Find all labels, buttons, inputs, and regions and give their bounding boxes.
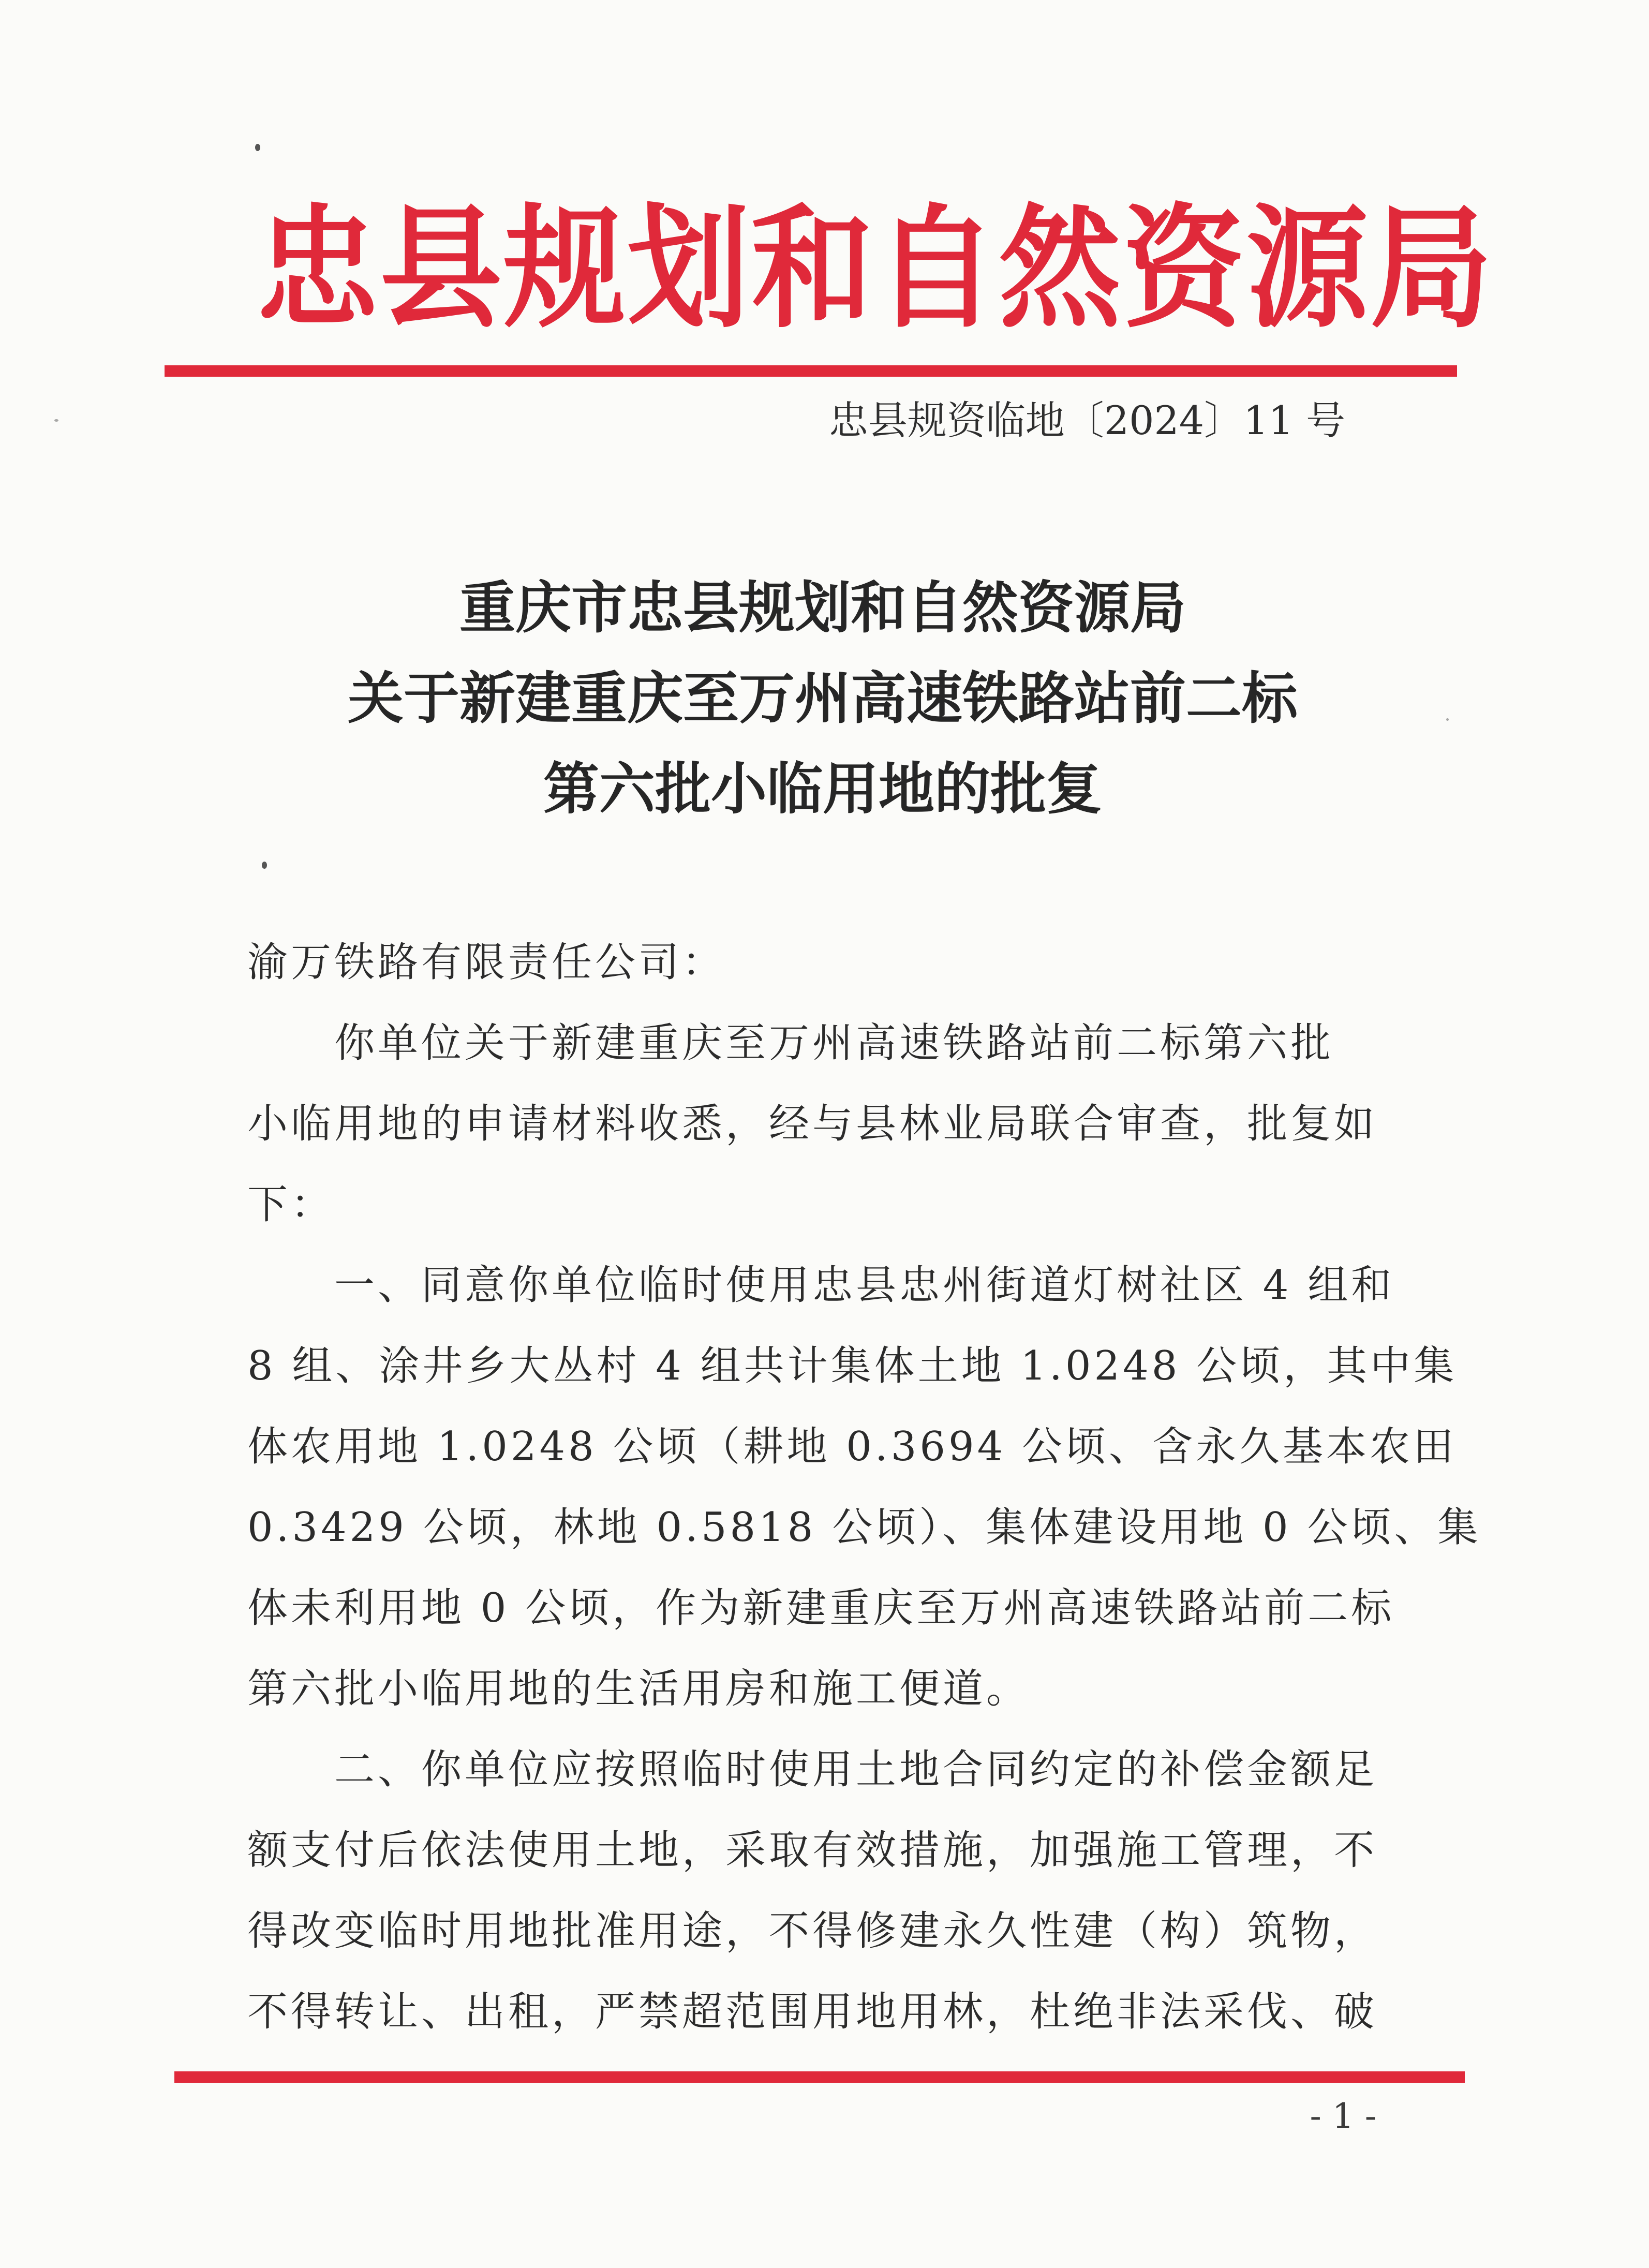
footer-red-rule xyxy=(174,2071,1465,2083)
document-title-line-1: 重庆市忠县规划和自然资源局 xyxy=(459,575,1186,641)
body-line: 体未利用地 0 公顷，作为新建重庆至万州高速铁路站前二标 xyxy=(247,1585,1395,1632)
document-title-line-2: 关于新建重庆至万州高速铁路站前二标 xyxy=(347,666,1298,731)
body-line: 0.3429 公顷，林地 0.5818 公顷）、集体建设用地 0 公顷、集 xyxy=(247,1504,1481,1551)
addressee-line: 渝万铁路有限责任公司： xyxy=(247,939,726,986)
body-line: 一、同意你单位临时使用忠县忠州街道灯树社区 4 组和 xyxy=(247,1262,1395,1309)
body-line: 你单位关于新建重庆至万州高速铁路站前二标第六批 xyxy=(247,1020,1334,1066)
body-line: 下： xyxy=(247,1181,335,1228)
body-line: 二、你单位应按照临时使用土地合同约定的补偿金额足 xyxy=(247,1746,1378,1793)
agency-header: 忠县规划和自然资源局 xyxy=(256,192,1494,346)
body-line: 得改变临时用地批准用途，不得修建永久性建（构）筑物， xyxy=(247,1908,1378,1954)
scan-speck xyxy=(54,419,58,422)
document-title-line-3: 第六批小临用地的批复 xyxy=(543,757,1102,822)
scan-speck xyxy=(255,144,260,151)
body-line: 第六批小临用地的生活用房和施工便道。 xyxy=(247,1666,1030,1712)
header-red-rule xyxy=(165,365,1457,377)
scan-speck xyxy=(1446,718,1449,721)
body-line: 8 组、涂井乡大丛村 4 组共计集体土地 1.0248 公顷，其中集 xyxy=(247,1343,1458,1389)
page-number: - 1 - xyxy=(1310,2096,1376,2136)
scan-speck xyxy=(262,862,267,869)
body-line: 额支付后依法使用土地，采取有效措施，加强施工管理，不 xyxy=(247,1827,1378,1874)
body-line: 小临用地的申请材料收悉，经与县林业局联合审查，批复如 xyxy=(247,1101,1378,1147)
document-number: 忠县规资临地〔2024〕11 号 xyxy=(828,397,1345,443)
body-line: 体农用地 1.0248 公顷（耕地 0.3694 公顷、含永久基本农田 xyxy=(247,1424,1457,1470)
body-line: 不得转让、出租，严禁超范围用地用林，杜绝非法采伐、破 xyxy=(247,1989,1378,2035)
